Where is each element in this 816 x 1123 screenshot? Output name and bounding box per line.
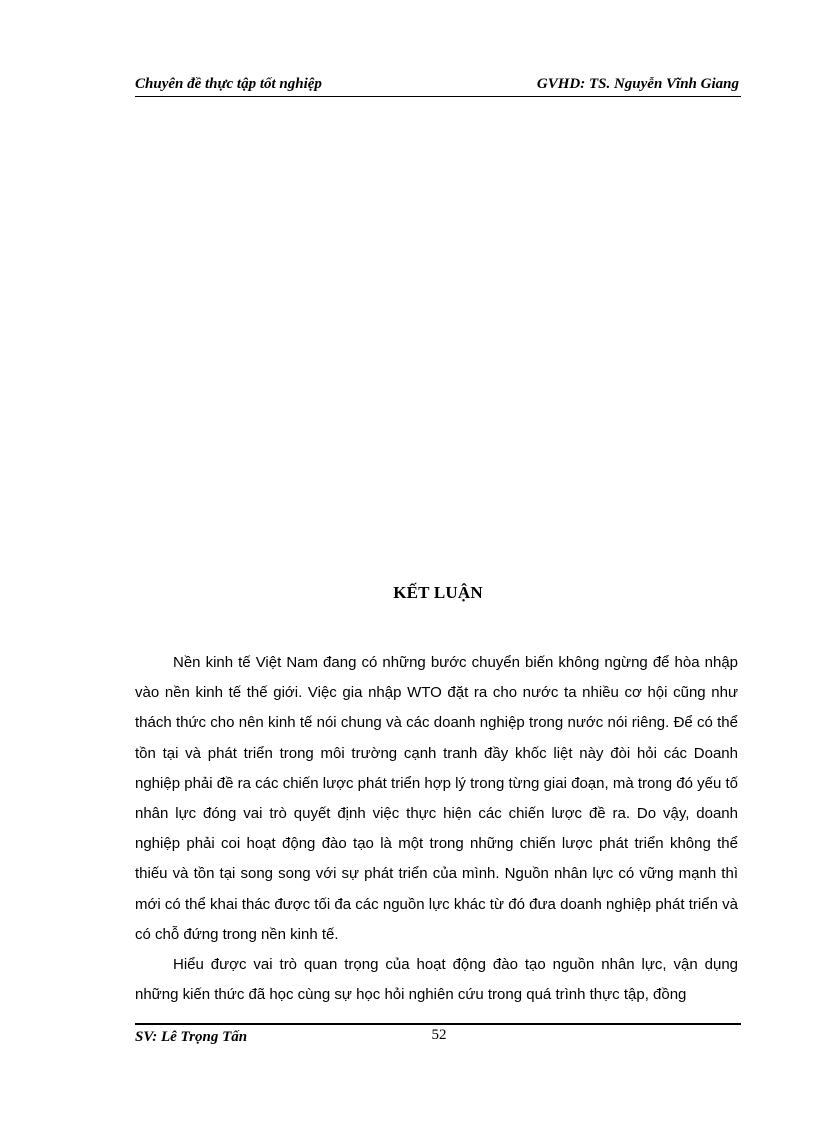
body-text [135,648,738,1010]
page-number: 52 [431,1027,447,1043]
header-report-title: Chuyên đề thực tập tốt nghiệp [135,76,322,92]
paragraph: Hiểu được vai trò quan trọng của hoạt động đào tạo nguồn nhân lực, vận dụng những kiến thức đã học cùng sự học hỏi nghiên cứu trong quá trình thực tập, đồng [135,956,738,1004]
paragraph: Nền kinh tế Việt Nam đang có những bước chuyển biến không ngừng để hòa nhập vào nền kinh tế thế giới. Việc gia nhập WTO đặt ra cho nước ta nhiều cơ hội cũng như thách thức cho nên kinh tế nói chung và các doanh nghiệp trong nước nói riêng. Để có thể tồn tại và phát triển trong môi trường cạnh tranh đầy khốc liệt này đòi hỏi các Doanh nghiệp phải đề ra các chiến lược phát triển hợp lý trong từng giai đoạn, mà trong đó yếu tố nhân lực đóng vai trò quyết định việc thực hiện các chiến lược đề ra. Do vậy, doanh nghiệp phải coi hoạt động đào tạo là một trong những chiến lược phát triển không thể thiếu và tồn tại song song với sự phát triển của mình. Nguồn nhân lực có vững mạnh thì mới có thể khai thác được tối đa các nguồn lực khác từ đó đưa doanh nghiệp phát triển và có chỗ đứng trong nền kinh tế. [135,654,738,943]
footer-divider [135,1023,741,1025]
header-supervisor: GVHD: TS. Nguyễn Vĩnh Giang [536,76,739,92]
footer-student-name: SV: Lê Trọng Tấn [135,1029,248,1045]
section-title: KẾT LUẬN [393,583,483,602]
page-header [135,74,741,97]
